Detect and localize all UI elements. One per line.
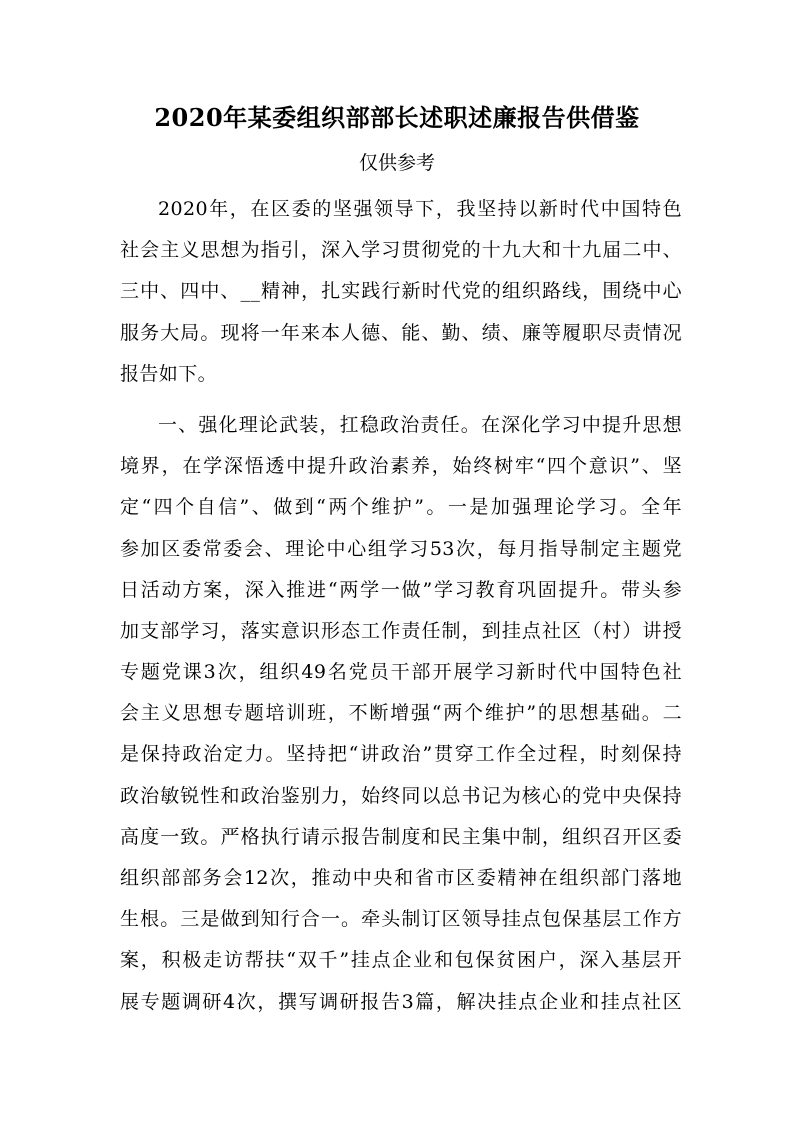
paragraph-line: 日活动方案，深入推进“两学一做”学习教育巩固提升。带头参 <box>120 578 682 601</box>
paragraph-line: 展专题调研4次，撰写调研报告3篇，解决挂点企业和挂点社区 <box>120 990 682 1013</box>
paragraph-line: 案，积极走访帮扶“双千”挂点企业和包保贫困户，深入基层开 <box>120 949 682 972</box>
document-body <box>120 189 682 1023</box>
paragraph-line: 2020年，在区委的坚强领导下，我坚持以新时代中国特色 <box>158 198 682 220</box>
paragraph-line: 高度一致。严格执行请示报告制度和民主集中制，组织召开区委 <box>120 825 682 848</box>
paragraph-line: 定“四个自信”、做到“两个维护”。一是加强理论学习。全年 <box>120 496 682 519</box>
paragraph-line: 境界，在学深悟透中提升政治素养，始终树牢“四个意识”、坚 <box>120 455 682 478</box>
paragraph-spacer <box>120 395 682 405</box>
paragraph-line: 是保持政治定力。坚持把“讲政治”贯穿工作全过程，时刻保持 <box>120 743 682 766</box>
paragraph-line: 政治敏锐性和政治鉴别力，始终同以总书记为核心的党中央保持 <box>120 784 682 807</box>
paragraph-line: 报告如下。 <box>120 362 218 385</box>
paragraph-line: 一、强化理论武装，扛稳政治责任。在深化学习中提升思想 <box>158 413 682 436</box>
paragraph-line: 服务大局。现将一年来本人德、能、勤、绩、廉等履职尽责情况 <box>120 321 682 344</box>
paragraph <box>120 189 682 395</box>
paragraph <box>120 405 682 1023</box>
paragraph-line: 生根。三是做到知行合一。牵头制订区领导挂点包保基层工作方 <box>120 908 682 931</box>
document-subtitle: 仅供参考 <box>358 152 435 174</box>
document-title: 2020年某委组织部部长述职述廉报告供借鉴 <box>154 103 640 132</box>
paragraph-line: 参加区委常委会、理论中心组学习53次，每月指导制定主题党 <box>120 537 682 560</box>
paragraph-line: 会主义思想专题培训班，不断增强“两个维护”的思想基础。二 <box>120 702 682 725</box>
paragraph-line: 加支部学习，落实意识形态工作责任制，到挂点社区（村）讲授 <box>120 619 682 642</box>
paragraph-line: 三中、四中、__精神，扎实践行新时代党的组织路线，围绕中心 <box>120 280 682 303</box>
paragraph-line: 组织部部务会12次，推动中央和省市区委精神在组织部门落地 <box>120 867 682 889</box>
paragraph-line: 专题党课3次，组织49名党员干部开展学习新时代中国特色社 <box>120 661 682 684</box>
paragraph-line: 社会主义思想为指引，深入学习贯彻党的十九大和十九届二中、 <box>120 239 682 262</box>
